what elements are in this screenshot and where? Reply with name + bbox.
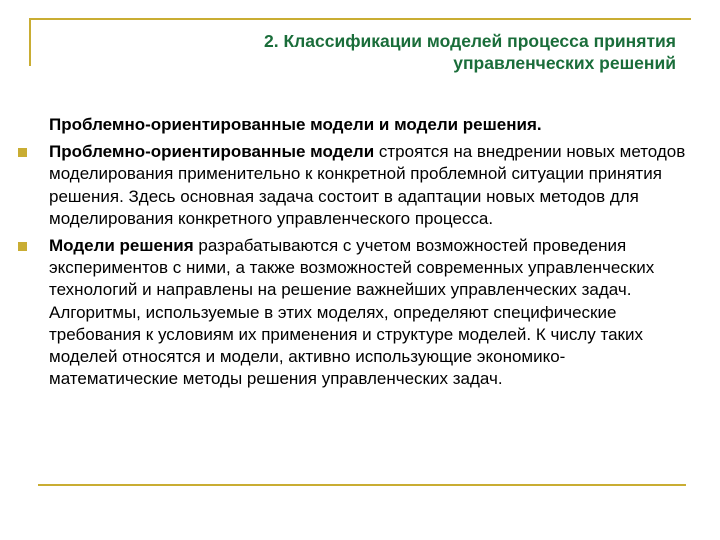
intro-heading: Проблемно-ориентированные модели и модели решения. (49, 115, 542, 134)
bullet-decision-models (46, 235, 686, 390)
bottom-divider (38, 484, 686, 486)
bullet-problem-oriented-models (46, 141, 686, 230)
bullet-text: разрабатываются с учетом возможностей проведения экспериментов с ними, а также возможностей современных управленческих технологий и направлены на решение важнейших управленческих задач. Алгоритмы, используемые в этих моделях, определяют специфические требования к условиям их применения и структуре моделей. К числу таких моделей относятся и модели, активно использующие экономико-математические методы решения управленческих задач. (49, 236, 655, 389)
title-line-2: управленческих решений (453, 53, 676, 73)
top-divider (29, 18, 691, 20)
bullet-text: строятся на внедрении новых методов моделирования применительно к конкретной проблемной ситуации принятия решения. Здесь основная задача состоит в адаптации новых методов для моделирования конкретного управленческого процесса. (49, 142, 686, 228)
bullet-term: Модели решения (49, 236, 194, 256)
bullet-term: Проблемно-ориентированные модели (49, 142, 375, 162)
slide-content (46, 114, 686, 395)
square-bullet-icon (18, 242, 27, 251)
slide-title (116, 30, 676, 74)
left-accent-bar (29, 18, 31, 66)
square-bullet-icon (18, 148, 27, 157)
title-line-1: 2. Классификации моделей процесса принятия (264, 31, 676, 51)
